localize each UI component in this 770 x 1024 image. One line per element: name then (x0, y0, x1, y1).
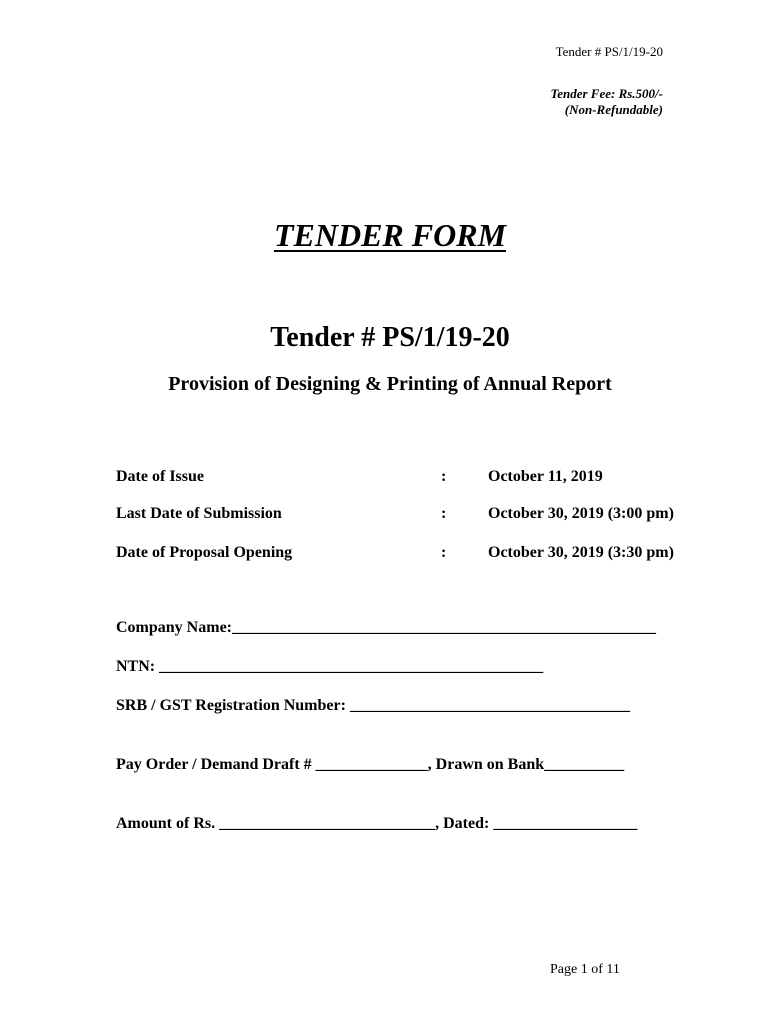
date-of-issue-separator: : (441, 468, 447, 485)
ntn-field[interactable]: NTN: ________________________________________________ (116, 658, 544, 675)
srb-gst-registration-field[interactable]: SRB / GST Registration Number: ___________________________________ (116, 697, 630, 714)
document-title-text: TENDER FORM (273, 217, 507, 253)
proposal-opening-value: October 30, 2019 (3:30 pm) (488, 544, 674, 561)
date-of-issue-label: Date of Issue (116, 468, 204, 485)
proposal-opening-separator: : (441, 544, 447, 561)
amount-field[interactable]: Amount of Rs. ___________________________, Dated: __________________ (116, 815, 638, 832)
tender-fee-amount: Tender Fee: Rs.500/- (550, 86, 663, 101)
last-date-submission-separator: : (441, 505, 447, 522)
tender-subject: Provision of Designing & Printing of Annual Report (168, 373, 612, 395)
last-date-submission-value: October 30, 2019 (3:00 pm) (488, 505, 674, 522)
tender-fee-note (550, 86, 663, 118)
proposal-opening-label: Date of Proposal Opening (116, 544, 293, 561)
company-name-field[interactable]: Company Name:_____________________________________________________ (116, 619, 656, 636)
date-of-issue-value: October 11, 2019 (488, 468, 603, 485)
header-tender-reference: Tender # PS/1/19-20 (555, 44, 663, 59)
document-title (0, 217, 770, 254)
last-date-submission-label: Last Date of Submission (116, 505, 282, 522)
pay-order-field[interactable]: Pay Order / Demand Draft # ______________, Drawn on Bank__________ (116, 756, 625, 773)
tender-fee-refund-note: (Non-Refundable) (564, 102, 663, 117)
tender-number-heading: Tender # PS/1/19-20 (270, 322, 510, 353)
page-number: Page 1 of 11 (550, 962, 620, 977)
